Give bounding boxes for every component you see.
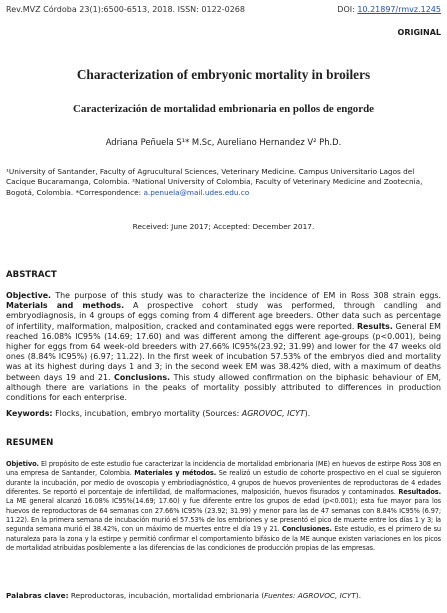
- keywords-spanish: [6, 591, 441, 600]
- resumen-objetivo: El propósito de este estudio fue caracterizar la incidencia de mortalidad embrionaria (ME) en huevos de estirpe Ross 308 en una empresa de Santander, Colombia.: [6, 460, 441, 478]
- title-english: Characterization of embryonic mortality in broilers: [76, 67, 371, 82]
- doi-label: DOI:: [337, 5, 358, 14]
- abstract-results-label: Results.: [356, 321, 393, 331]
- resumen-heading: RESUMEN: [6, 438, 54, 448]
- keywords-label: Keywords:: [6, 409, 53, 418]
- palabras-clave-text: Reproductoras, incubación, mortalidad embrionaria (: [68, 591, 265, 600]
- abstract-methods: A prospective cohort study was performed, through candling and embryodiagnosis, in 4 groups of eggs coming from 4 different age breeders. Other data such as percentage of infertility, malformation, malposition, cracked and contaminated eggs were reported.: [6, 301, 442, 331]
- section-label: ORIGINAL: [397, 28, 441, 37]
- palabras-clave-end: ).: [355, 591, 362, 600]
- resumen-resultados-label: Resultados.: [398, 488, 441, 497]
- abstract-objective: The purpose of this study was to characterize the incidence of EM in Ross 308 strain eggs.: [51, 291, 441, 300]
- resumen-metodos-label: Materiales y métodos.: [134, 469, 217, 478]
- running-header: [6, 5, 441, 17]
- authors: Adriana Peñuela S¹* M.Sc, Aureliano Hernandez V² Ph.D.: [105, 137, 342, 147]
- keywords-source: AGROVOC, ICYT: [241, 409, 305, 418]
- resumen-conclusiones: Este estudio, es el primero de su naturaleza para la zona y la estirpe y permitió confirmar el comportamiento bifásico de la ME aunque existen variaciones en los picos de mortalidad atribuidas posiblemente a las diferencias de las condiciones de producción propias de las empresas.: [6, 525, 442, 553]
- resumen-metodos: Se realizó un estudio de cohorte prospectivo en el cual se siguieron durante la incubación, por medio de ovoscopia y embriodiagnóstico, 4 grupos de huevos provenientes de reproductoras de 4 edades diferentes. Se reportó el porcentaje de infertilidad, de malformaciones, malposición, huevos fisurados y contaminados.: [6, 469, 441, 497]
- abstract-heading: ABSTRACT: [6, 270, 57, 280]
- resumen-body: [6, 460, 441, 553]
- abstract-conclusions-label: Conclusions.: [114, 372, 171, 382]
- abstract-conclusions: This study allowed confirmation on the biphasic behaviour of EM, although there are variations in the peaks of mortality possibly attributed to differences in production conditions for each enterprise.: [6, 372, 441, 403]
- resumen-conclusiones-label: Conclusiones.: [281, 525, 332, 534]
- abstract-body: [6, 291, 441, 403]
- received-dates: Received: June 2017; Accepted: December 2017.: [132, 222, 315, 231]
- keywords-end: ).: [304, 409, 311, 418]
- journal-citation: Rev.MVZ Córdoba 23(1):6500-6513, 2018. ISSN: 0122-0268: [6, 5, 245, 14]
- correspondence-email[interactable]: a.penuela@mail.udes.edu.co: [143, 187, 250, 197]
- resumen-resultados: La ME general alcanzó 16.08% IC95%(14.69; 17.60) y fue diferente entre los grupos de edad (p<0.001); esta fue mayor para los huevos de reproductoras de 64 semanas con 27.66% IC95% (23.92; 31.99) y menor para las de 47 semanas con 8.84% IC95% (6.97; 11.22). En la primera semana de incubación murió el 57.53% de los embriones y se presentó el pico de muerte entre los días 1 y 3; la segunda semana murió el 38.42%, con un máximo de muertes entre el día 19 y 21.: [6, 497, 441, 534]
- keywords-english: [6, 409, 441, 418]
- abstract-results: General EM reached 16.08% IC95% (14.69; 17.60) and was different among the different age-groups (p<0.001), being higher for eggs from 64 week-old breeders with 27.66% IC95%(23.92; 31.99) and lower for the 47 weeks old ones (8.84% IC95%) (6.97; 11.22). In the first week of incubation 57.53% of the embryos died and mortality was at its highest during days 1 and 3; in the second week EM was 38.42% died, with a maximum of deaths between days 19 and 21.: [6, 321, 441, 382]
- affiliations: [6, 167, 441, 198]
- abstract-objective-label: Objective.: [6, 291, 52, 300]
- abstract-methods-label: Materials and methods.: [6, 301, 125, 311]
- title-spanish: Caracterización de mortalidad embrionaria en pollos de engorde: [73, 103, 374, 115]
- doi-link[interactable]: 10.21897/rmvz.1245: [357, 5, 441, 14]
- palabras-clave-source: Fuentes: AGROVOC, ICYT: [264, 591, 356, 600]
- affiliation-text: ¹University of Santander, Faculty of Agrucultural Sciences, Veterinary Medicine. Campus Universitario Lagos del Cacique Bucaramanga, Colombia. ²National University of Colombia, Faculty of Veterinary Medicine and Zootecnia, Bogotá, Colombia. *Correspondence:: [6, 167, 423, 197]
- palabras-clave-label: Palabras clave:: [6, 591, 69, 600]
- keywords-text: Flocks, incubation, embryo mortality (Sources:: [52, 409, 242, 418]
- resumen-objetivo-label: Objetivo.: [6, 460, 39, 468]
- doi: [337, 5, 441, 17]
